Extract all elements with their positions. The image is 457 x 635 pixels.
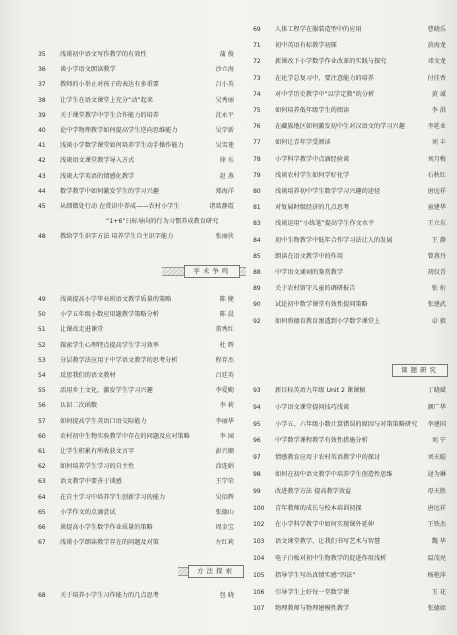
toc-entry — [253, 419, 446, 431]
toc-page-number: 77 — [253, 139, 261, 147]
toc-article-title: 初中生物教学中低年合作学习法让人的发展 — [275, 236, 393, 244]
toc-article-title: 浅谈小学朗读教学存在的问题及对策 — [60, 539, 159, 547]
toc-entry — [38, 49, 234, 61]
toc-article-title: 小学作文的点滴尝试 — [60, 508, 116, 516]
toc-author: 王学荣 — [215, 478, 234, 486]
toc-article-title: 如何将德育教育渗透到小学数学课堂上 — [275, 317, 381, 325]
toc-entry — [253, 251, 446, 263]
toc-page-number: 63 — [38, 478, 46, 486]
toc-author: 吴佰辉 — [215, 493, 234, 501]
toc-entry — [38, 140, 234, 152]
toc-author: 刘天聪 — [427, 454, 446, 462]
toc-entry — [38, 309, 234, 321]
toc-author: 黄 诚 — [431, 90, 446, 98]
toc-article-title: 让课改走进课堂 — [60, 326, 104, 334]
toc-entry — [253, 235, 446, 247]
toc-entry — [253, 267, 446, 279]
toc-author: 杜 辉 — [219, 341, 234, 349]
toc-page-number: 90 — [253, 301, 261, 309]
toc-page-number: 72 — [253, 58, 261, 66]
toc-article-title: 电子白板对初中生物教学的促进作用浅析 — [275, 555, 387, 562]
toc-page-number: 80 — [253, 188, 261, 195]
toc-page-number: 75 — [253, 107, 261, 114]
toc-author: 逯为琳 — [427, 471, 446, 478]
toc-author: 颜广华 — [427, 403, 446, 411]
toc-author: 玉 花 — [431, 588, 446, 596]
toc-entry — [253, 435, 446, 447]
toc-page-number: 53 — [38, 356, 46, 364]
toc-article-title: 如何在初中语文教学中培养学生创造性思维 — [275, 471, 393, 478]
toc-author: 张丽侠 — [215, 233, 234, 241]
toc-author: 魏 华 — [431, 538, 446, 546]
toc-article-title: 在自主学习中培养学生创新学习的能力 — [60, 493, 166, 501]
toc-entry — [38, 155, 234, 167]
toc-author: 陈 健 — [219, 296, 234, 303]
toc-page-number: 93 — [253, 387, 261, 394]
toc-author: 蒲 俊 — [219, 51, 234, 58]
toc-article-title: 关于培养小学生习作能力的几点思考 — [60, 592, 159, 599]
toc-page-number: 55 — [38, 387, 46, 395]
toc-author: 程存杰 — [215, 356, 234, 364]
toc-page-number: 40 — [38, 127, 46, 134]
toc-author: 吴学新 — [215, 127, 234, 134]
toc-page-number: 74 — [253, 90, 261, 98]
toc-entry — [253, 452, 446, 464]
toc-author: 李延业 — [427, 123, 446, 131]
toc-entry — [253, 536, 446, 548]
toc-article-title: 如何培养低年级学生的阅读 — [275, 107, 350, 114]
section-banner-fangfa — [178, 565, 244, 577]
toc-article-title: 认识二次函数 — [60, 402, 98, 410]
toc-entry — [38, 294, 234, 306]
toc-article-title: 朗读在语文教学中的作用 — [275, 252, 344, 260]
toc-entry — [38, 385, 234, 397]
toc-author: 王 静 — [431, 236, 446, 244]
toc-author: 温茂亮 — [427, 555, 446, 562]
toc-article-title: 浅谈大学英语的情感化教学 — [60, 172, 135, 180]
toc-entry — [253, 385, 446, 397]
toc-author: 吕廷英 — [215, 372, 234, 379]
toc-entry — [253, 316, 446, 328]
toc-page-number: 84 — [253, 236, 261, 244]
toc-author: 曹晓乐 — [427, 26, 446, 33]
toc-article-title: 农村初中生物实验教学中存在的问题及应对策略 — [60, 432, 190, 440]
toc-page-number: 56 — [38, 402, 46, 410]
toc-page-number: 104 — [253, 555, 265, 562]
toc-author: 李 园 — [219, 432, 234, 440]
toc-page-number: 94 — [253, 403, 261, 411]
toc-author: 张建武 — [427, 301, 446, 309]
toc-author: 周金宝 — [215, 524, 234, 531]
toc-author: 杨艳萍 — [427, 571, 446, 579]
toc-page-number: 44 — [38, 187, 46, 195]
toc-author: 刘月梅 — [427, 155, 446, 163]
toc-page-number: 106 — [253, 588, 265, 596]
toc-entry — [253, 486, 446, 498]
toc-page-number: 38 — [38, 96, 46, 104]
toc-entry — [38, 461, 234, 473]
toc-article-title: 谈提高小学生数学作业质量的策略 — [60, 524, 153, 531]
toc-article-title: 浅谈小学数学课堂如何培养学生动手操作能力 — [60, 142, 184, 150]
toc-entry — [38, 125, 234, 137]
toc-page-number: 36 — [38, 66, 46, 74]
section-banner-xueshu — [162, 265, 246, 277]
toc-author: 王铁杰 — [427, 521, 446, 529]
toc-entry — [253, 121, 446, 133]
toc-article-title: 浅谈初中语文写作教学的有效性 — [60, 51, 147, 58]
toc-author: 张 珩 — [431, 285, 446, 293]
toc-author: 黄海龙 — [427, 42, 446, 50]
toc-entry — [38, 590, 234, 602]
toc-entry — [253, 603, 446, 615]
toc-entry — [38, 324, 234, 336]
toc-article-title: 浅谈培养初中学生数学学习兴趣的途径 — [275, 188, 381, 195]
toc-page-number: 52 — [38, 341, 46, 349]
toc-article-title: 如何提高学生英语口语交际能力 — [60, 417, 147, 425]
toc-page-number: 103 — [253, 538, 265, 546]
section-title-fangfa: 方法探索 — [188, 565, 244, 578]
toc-article-title: 从细微处行动 在赏识中养成——农村小学生 — [60, 203, 180, 210]
toc-article-title: 在藏族地区如何激发初中生对汉语文的学习兴趣 — [275, 123, 405, 131]
toc-page-number: 98 — [253, 471, 261, 478]
toc-article-title: 人体工程学在服装造型中的应用 — [275, 26, 362, 33]
toc-author: 陈 晨 — [219, 311, 234, 319]
toc-page-number: 81 — [253, 204, 261, 212]
toc-article-title: 小学科学教学中点滴经验谈 — [275, 155, 350, 163]
toc-page-number: 57 — [38, 417, 46, 425]
toc-entry — [38, 416, 234, 428]
toc-article-title: 指导学生写出真情实感“四法” — [275, 571, 356, 579]
toc-article-title: 中学语文诵词的鉴赏教学 — [275, 269, 344, 276]
toc-page-number: 66 — [38, 524, 46, 531]
toc-entry — [253, 89, 446, 101]
toc-article-title: 让学生积累有所收获文言字 — [60, 448, 135, 455]
toc-entry — [38, 64, 234, 76]
toc-page-number: 54 — [38, 372, 46, 379]
toc-page-number: 78 — [253, 155, 261, 163]
toc-article-title: 浅谈语文课堂教学导入方式 — [60, 157, 135, 165]
toc-entry — [38, 355, 234, 367]
toc-entry — [253, 503, 446, 515]
toc-article-title: 小学五年级小数应用题教学策略分析 — [60, 311, 159, 319]
toc-author: 邓文龙 — [427, 58, 446, 66]
toc-article-title: 改进教学方法 提高教学效益 — [275, 487, 352, 495]
toc-entry — [38, 537, 234, 549]
toc-article-title: “1+6”日标导向的行为习惯养成教育研究 — [106, 218, 219, 226]
toc-author: 沈永平 — [215, 111, 234, 119]
toc-article-title: 谈小学语文朗读教学 — [60, 66, 116, 74]
toc-entry — [253, 519, 446, 531]
toc-page-number: 61 — [38, 448, 46, 455]
toc-page-number: 51 — [38, 326, 46, 334]
toc-author: 包 晓 — [219, 592, 234, 599]
toc-page-number: 41 — [38, 142, 46, 150]
toc-article-title: 反思我们的语文教材 — [60, 372, 116, 379]
toc-page-number: 83 — [253, 220, 261, 228]
left-article-list-bottom — [38, 590, 234, 604]
section-title-keti: 课题研究 — [392, 364, 448, 377]
toc-author: 童建华 — [427, 204, 446, 212]
toc-author: 李爱勤 — [215, 387, 234, 395]
toc-author: 曾燕丹 — [427, 252, 446, 260]
toc-page-number: 45 — [38, 203, 46, 210]
toc-page-number: 67 — [38, 539, 46, 547]
toc-page-number: 92 — [253, 317, 261, 325]
toc-entry — [38, 400, 234, 412]
toc-page-number: 50 — [38, 311, 46, 319]
toc-article-title: 语文教学中要善于谈感 — [60, 478, 122, 486]
toc-page-number: 100 — [253, 504, 265, 512]
toc-article-title: 探索学生心理特点提高学生学习效率 — [60, 341, 159, 349]
toc-page-number: 69 — [253, 26, 261, 33]
toc-author: 沙立海 — [215, 66, 234, 74]
toc-page-number: 89 — [253, 285, 261, 293]
toc-article-title: 在小学科学教学中如何实现课外延伸 — [275, 521, 374, 529]
toc-entry — [38, 110, 234, 122]
toc-article-title: 试论初中数学课堂有效性提问策略 — [275, 301, 368, 309]
toc-article-title: 教给学生识字方法 培养学生自主识字能力 — [60, 233, 174, 241]
toc-author: 左红莉 — [215, 539, 234, 547]
toc-author: 董秀红 — [215, 326, 234, 334]
toc-page-number: 96 — [253, 437, 261, 445]
toc-page-number: 37 — [38, 81, 46, 89]
toc-author: 丁晓斌 — [427, 387, 446, 394]
toc-entry — [38, 446, 234, 458]
toc-article-title: 新课改下小学数学作业改革的实践与探究 — [275, 58, 387, 66]
toc-author: 李 莉 — [219, 402, 234, 410]
toc-article-title: 物理教师与物理建模性教学 — [275, 605, 350, 613]
toc-article-title: 分层教学法应用于中学语文教学的思考分析 — [60, 356, 178, 364]
toc-entry — [253, 24, 446, 36]
toc-entry — [38, 95, 234, 107]
toc-page-number: 68 — [38, 592, 46, 599]
toc-article-title: 论中学物理教学如何提高学生逆向思维能力 — [60, 127, 178, 134]
toc-author: 胡仅青 — [427, 269, 446, 276]
toc-page-number: 71 — [253, 42, 261, 50]
toc-page-number: 102 — [253, 521, 265, 529]
toc-author: 刘 宁 — [431, 437, 446, 445]
toc-entry — [253, 469, 446, 481]
toc-entry — [253, 283, 446, 295]
toc-entry — [38, 431, 234, 443]
toc-article-title: 让学生在语文课堂上充分“动”起来 — [60, 96, 154, 104]
toc-author: 赵 燕 — [219, 172, 234, 180]
toc-author: 李 洪 — [431, 107, 446, 114]
toc-entry — [253, 570, 446, 582]
toc-entry — [38, 216, 234, 228]
toc-page-number: 99 — [253, 487, 261, 495]
left-article-list-top — [38, 49, 234, 249]
toc-entry — [253, 137, 446, 149]
toc-article-title: 初中英语有标教学初探 — [275, 42, 337, 50]
toc-entry — [38, 340, 234, 352]
toc-entry — [253, 553, 446, 565]
toc-article-title: 活用乡土文化，激发学生学习兴趣 — [60, 387, 153, 395]
toc-page-number: 85 — [253, 252, 261, 260]
toc-author: 涂连娟 — [215, 463, 234, 471]
toc-page-number: 42 — [38, 157, 46, 165]
toc-entry — [38, 370, 234, 382]
toc-author: 张德山 — [215, 508, 234, 516]
toc-author: 石秋红 — [427, 171, 446, 179]
toc-article-title: 浅谈运用“小练笔”提高学生作文水平 — [275, 220, 375, 228]
toc-page-number: 76 — [253, 123, 261, 131]
toc-author: 吴雪莲 — [215, 142, 234, 150]
toc-article-title: 语文课堂教学，让我们书写艺术与智慧 — [275, 538, 381, 546]
toc-entry — [253, 186, 446, 198]
toc-entry — [38, 492, 234, 504]
toc-entry — [38, 201, 234, 213]
toc-author: 张德如 — [427, 605, 446, 613]
toc-page-number: 73 — [253, 74, 261, 82]
toc-article-title: 教师的小举止对孩子的表达有多重要 — [60, 81, 159, 89]
toc-author: 徐 东 — [219, 157, 234, 165]
toc-entry — [253, 218, 446, 230]
right-article-list-top — [253, 24, 446, 344]
toc-author: 付佳香 — [427, 74, 446, 82]
toc-page-number: 105 — [253, 571, 265, 579]
toc-page-number: 95 — [253, 420, 261, 428]
toc-article-title: 浅谈农村学生如何学好化学 — [275, 171, 350, 179]
toc-entry — [38, 522, 234, 534]
toc-article-title: 浅谈提高小学毕业班语文教学质量的策略 — [60, 296, 172, 303]
toc-article-title: 新目标英语九年级 Unit 2 课课稿 — [275, 387, 366, 394]
toc-page-number: 48 — [38, 233, 46, 241]
toc-article-title: 对中学历史教学中“以学定教”的分析 — [275, 90, 375, 98]
toc-author: 刘 丰 — [431, 139, 446, 147]
toc-article-title: 数学教学中如何激发学生的学习兴趣 — [60, 187, 159, 195]
toc-author: 唐远祥 — [427, 504, 446, 512]
toc-author: 李丽华 — [215, 417, 234, 425]
toc-page-number: 43 — [38, 172, 46, 180]
toc-entry — [253, 202, 446, 214]
toc-page-number: 60 — [38, 432, 46, 440]
section-title-xueshu: 学术争鸣 — [184, 265, 240, 278]
toc-page-number: 64 — [38, 493, 46, 501]
right-article-list-bottom — [253, 385, 446, 625]
toc-article-title: 情感教育应用于农村英语教学中的探讨 — [275, 454, 381, 462]
toc-article-title: 关于农村留守儿童的调研报告 — [275, 285, 356, 293]
toc-entry — [38, 476, 234, 488]
toc-author: 王立东 — [427, 220, 446, 228]
toc-article-title: 小学五、六年级小数计算错误的原因与对策策略研究 — [275, 420, 418, 428]
toc-author: 彭兴顺 — [215, 448, 234, 455]
toc-entry — [38, 507, 234, 519]
toc-author: 诸葛静霞 — [209, 203, 234, 210]
toc-page-number: 65 — [38, 508, 46, 516]
toc-author: 郑海洋 — [215, 187, 234, 195]
toc-entry — [38, 79, 234, 91]
left-article-list-mid — [38, 294, 234, 554]
toc-page-number: 49 — [38, 296, 46, 303]
toc-entry — [253, 154, 446, 166]
toc-page-number: 35 — [38, 51, 46, 58]
toc-entry — [38, 171, 234, 183]
toc-author: 吕小英 — [215, 81, 234, 89]
toc-author: 吴秀丽 — [215, 96, 234, 104]
toc-author: 唐远祥 — [427, 188, 446, 195]
toc-entry — [253, 40, 446, 52]
toc-page-number: 79 — [253, 171, 261, 179]
toc-page-number: 39 — [38, 111, 46, 119]
toc-page-number: 107 — [253, 605, 265, 613]
toc-article-title: 如何培养学生学习的自主性 — [60, 463, 135, 471]
toc-article-title: 引导学生上好每一堂数学课 — [275, 588, 350, 596]
toc-entry — [253, 587, 446, 599]
toc-entry — [253, 402, 446, 414]
toc-page-number: 88 — [253, 269, 261, 276]
toc-entry — [253, 105, 446, 117]
toc-article-title: 中学数学课程教学有效性措施分析 — [275, 437, 368, 445]
toc-entry — [253, 73, 446, 85]
toc-article-title: 关于课堂教学中学生合作能力的培养 — [60, 111, 159, 119]
toc-author: 母天胜 — [427, 487, 446, 495]
toc-article-title: 对复展时级经济的几点思考 — [275, 204, 350, 212]
toc-page-number: 97 — [253, 454, 261, 462]
toc-entry — [253, 170, 446, 182]
toc-author: 李建国 — [427, 420, 446, 428]
toc-entry — [38, 231, 234, 243]
toc-entry — [38, 186, 234, 198]
toc-article-title: 在化学总复习中，要注意能力的培养 — [275, 74, 374, 82]
toc-article-title: 小学语文课堂提问技巧浅谈 — [275, 403, 350, 411]
toc-entry — [253, 56, 446, 68]
toc-entry — [253, 299, 446, 311]
toc-author: 卓 毅 — [431, 317, 446, 325]
toc-page-number: 62 — [38, 463, 46, 471]
section-banner-keti — [392, 364, 448, 376]
toc-article-title: 青年教师的成长与校本培训初探 — [275, 504, 362, 512]
toc-article-title: 如何让青年学受阅读 — [275, 139, 331, 147]
